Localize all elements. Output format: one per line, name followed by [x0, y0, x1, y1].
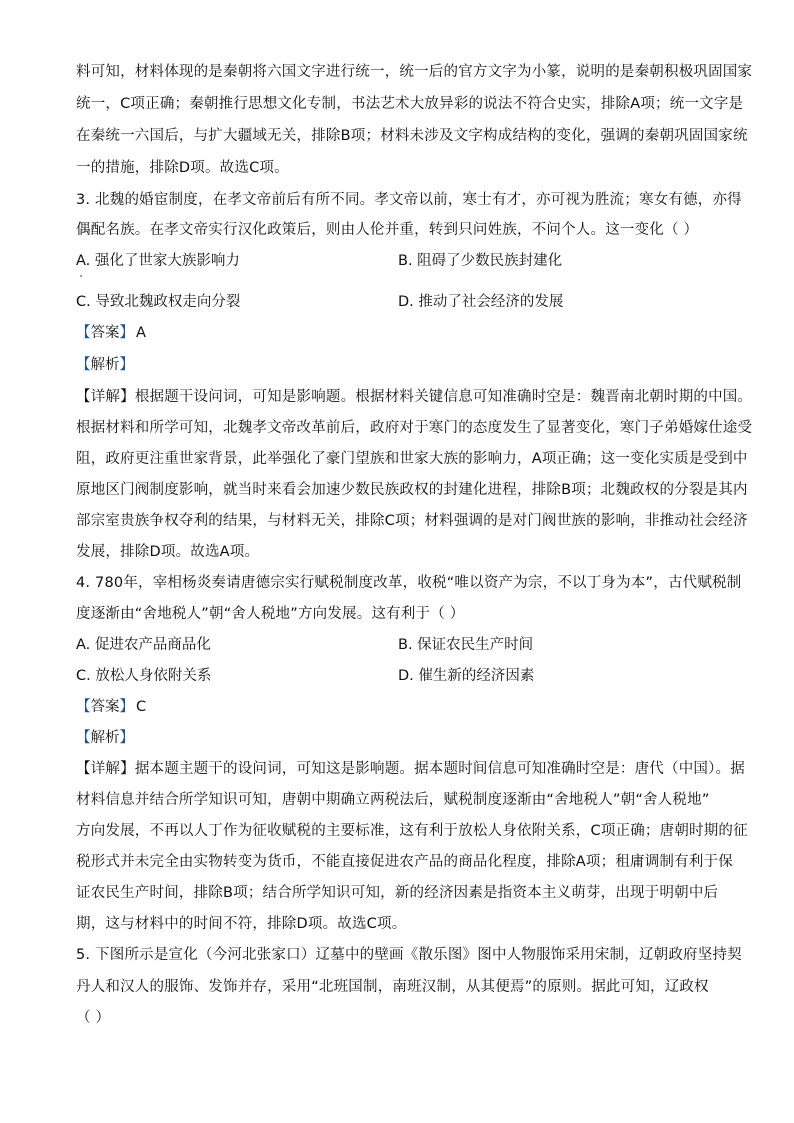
q4-detail-line-3: 方向发展，不再以人丁作为征收赋税的主要标准，这有利于放松人身依附关系，C项正确；唐朝时期的征 — [76, 823, 748, 839]
q5-stem-line-3: （ ） — [76, 1010, 111, 1026]
q3-answer-label: 答案 — [90, 325, 120, 341]
q3-analysis-label: 解析 — [90, 357, 120, 373]
q4-option-b: B. 保证农民生产时间 — [398, 637, 534, 653]
q3-detail-line-4: 原地区门阀制度影响，就当时来看会加速少数民族政权的封建化进程，排除B项；北魏政权的分裂是其内 — [76, 482, 748, 498]
q4-answer-tag: 【答案】 C — [76, 699, 147, 715]
q4-detail-text-1: 据本题主题干的设问词，可知这是影响题。据本题时间信息可知准确时空是：唐代（中国）。据 — [134, 761, 745, 777]
q4-detail-label: 详解 — [90, 761, 121, 777]
q4-detail-line-6: 期，这与材料中的时间不符，排除D项。故选C项。 — [76, 916, 407, 932]
q4-analysis-tag: 【解析】 — [76, 730, 134, 746]
q3-answer-tag: 【答案】 A — [76, 325, 146, 341]
q3-detail-tag: 【详解】 — [76, 389, 135, 405]
q5-stem-line-1: 5. 下图所示是宣化（今河北张家口）辽墓中的壁画《散乐图》图中人物服饰采用宋制，辽朝政府坚持契 — [76, 947, 742, 963]
intro-line-1: 料可知，材料体现的是秦朝将六国文字进行统一，统一后的官方文字为小篆，说明的是秦朝积极巩固国家 — [76, 64, 753, 80]
q5-stem-line-2: 丹人和汉人的服饰、发饰并存，采用“北班国制，南班汉制，从其便焉”的原则。据此可知，辽政权 — [76, 979, 709, 995]
q4-detail-line-4: 税形式并未完全由实物转变为货币，不能直接促进农产品的商品化程度，排除A项；租庸调制有利于保 — [76, 854, 733, 870]
q4-answer-value: C — [136, 699, 147, 715]
q4-option-a: A. 促进农产品商品化 — [76, 637, 211, 653]
q3-detail-line-6: 发展，排除D项。故选A项。 — [76, 544, 260, 560]
q4-detail-line-1 — [76, 759, 745, 779]
q3-detail-line-2: 根据材料和所学可知，北魏孝文帝改革前后，政府对于寒门的态度发生了显著变化，寒门子弟婚嫁仕途受 — [76, 420, 753, 436]
q4-stem-line-1: 4. 780年，宰相杨炎奏请唐德宗实行赋税制度改革，收税“唯以资产为宗，不以丁身为本”，古代赋税制 — [76, 575, 742, 591]
q4-stem-line-2: 度逐渐由“舍地税人”朝“舍人税地”方向发展。这有利于（ ） — [76, 606, 465, 622]
q3-stem-line-1: 3. 北魏的婚宦制度，在孝文帝前后有所不同。孝文帝以前，寒士有才，亦可视为胜流；寒女有德，亦得 — [76, 192, 742, 208]
q3-option-d: D. 推动了社会经济的发展 — [398, 294, 564, 310]
q3-detail-text-1: 根据题干设问词，可知是影响题。根据材料关键信息可知准确时空是：魏晋南北朝时期的中国。 — [134, 389, 753, 405]
intro-line-3: 在秦统一六国后，与扩大疆域无关，排除B项；材料未涉及文字构成结构的变化，强调的秦朝巩固国家统 — [76, 128, 748, 144]
intro-line-4: 一的措施，排除D项。故选C项。 — [76, 160, 289, 176]
q3-option-b: B. 阻碍了少数民族封建化 — [398, 253, 563, 269]
q4-detail-line-5: 证农民生产时间，排除B项；结合所学知识可知，新的经济因素是指资本主义萌芽，出现于明朝中后 — [76, 885, 719, 901]
stray-mark — [80, 275, 82, 277]
q3-answer-value: A — [136, 325, 146, 341]
intro-line-2: 统一，C项正确；秦朝推行思想文化专制，书法艺术大放异彩的说法不符合史实，排除A项；统一文字是 — [76, 96, 744, 112]
q3-analysis-tag: 【解析】 — [76, 357, 134, 373]
q3-stem-line-2: 偶配名族。在孝文帝实行汉化政策后，则由人伦并重，转到只问姓族，不问个人。这一变化（ ） — [76, 222, 699, 238]
q4-option-d: D. 催生新的经济因素 — [398, 668, 535, 684]
q4-answer-label: 答案 — [90, 699, 120, 715]
q3-detail-line-3: 阻，政府更注重世家背景，此举强化了豪门望族和世家大族的影响力，A项正确；这一变化实质是受到中 — [76, 451, 748, 467]
q4-analysis-label: 解析 — [90, 730, 120, 746]
q4-detail-tag: 【详解】 — [76, 761, 135, 777]
q3-option-a: A. 强化了世家大族影响力 — [76, 253, 240, 269]
q3-detail-label: 详解 — [90, 389, 121, 405]
q4-option-c: C. 放松人身依附关系 — [76, 668, 212, 684]
q3-option-c: C. 导致北魏政权走向分裂 — [76, 294, 241, 310]
q4-detail-line-2: 材料信息并结合所学知识可知，唐朝中期确立两税法后，赋税制度逐渐由“舍地税人”朝“舍人税地” — [76, 792, 710, 808]
q3-detail-line-5: 部宗室贵族争权夺利的结果，与材料无关，排除C项；材料强调的是对门阀世族的影响，非推动社会经济 — [76, 513, 748, 529]
q3-detail-line-1 — [76, 387, 752, 407]
